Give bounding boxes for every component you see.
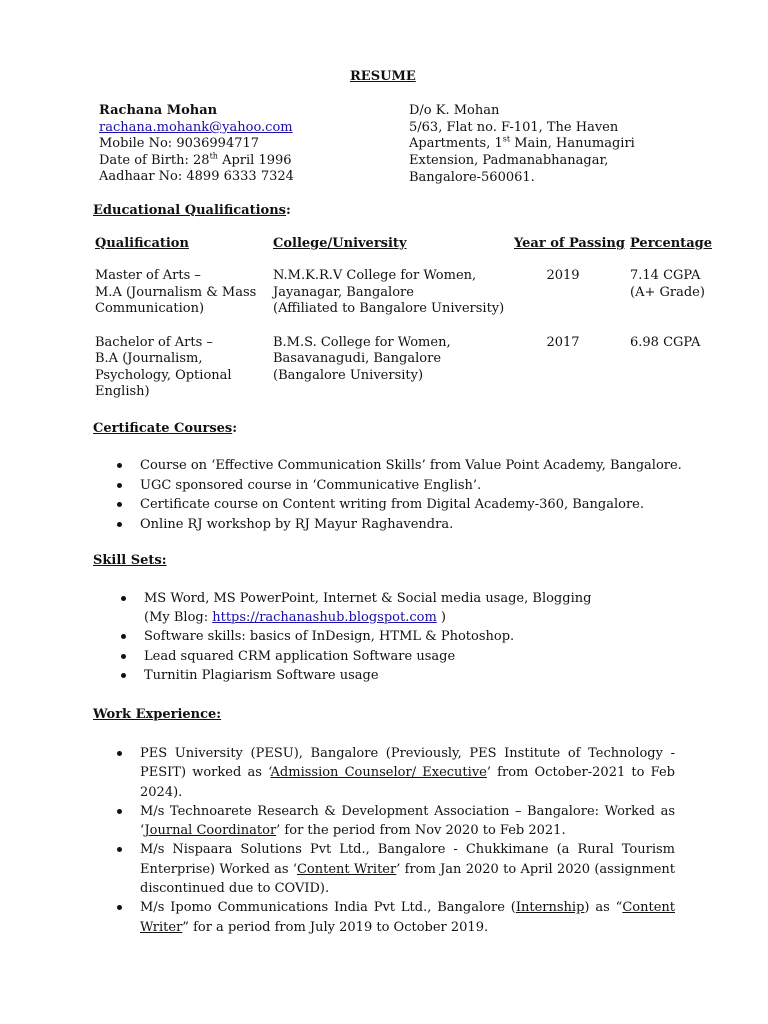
address-line: Bangalore-560061. [409, 170, 535, 185]
candidate-name: Rachana Mohan [99, 103, 218, 118]
college-cell: Jayanagar, Bangalore [273, 285, 414, 300]
list-item: Lead squared CRM application Software usage [99, 647, 591, 667]
qualification-cell: Psychology, Optional [95, 368, 232, 383]
skills-heading: Skill Sets: [93, 553, 167, 568]
bullet-icon [117, 502, 122, 507]
year-cell: 2019 [546, 268, 580, 283]
education-heading: Educational Qualifications: [93, 203, 291, 218]
qualification-cell: Master of Arts – [95, 268, 201, 283]
percentage-cell: 7.14 CGPA [630, 268, 701, 283]
bullet-icon [117, 809, 122, 814]
bullet-icon [121, 634, 126, 639]
bullet-icon [117, 847, 122, 852]
address-line: Apartments, 1st Main, Hanumagiri [409, 134, 635, 151]
list-item: M/s Ipomo Communications India Pvt Ltd., Bangalore (Internship) as “Content Writer” for a period from July 2019 to October 2019. [95, 898, 675, 937]
qualification-cell: Communication) [95, 301, 205, 316]
bullet-icon [117, 751, 122, 756]
page-title: RESUME [350, 69, 416, 84]
percentage-cell: 6.98 CGPA [630, 335, 701, 350]
address-line: D/o K. Mohan [409, 103, 500, 118]
column-header-percentage: Percentage [630, 236, 712, 251]
email-link[interactable]: rachana.mohank@yahoo.com [99, 120, 293, 135]
college-cell: N.M.K.R.V College for Women, [273, 268, 477, 283]
bullet-icon [117, 463, 122, 468]
list-item: Turnitin Plagiarism Software usage [99, 666, 591, 686]
college-cell: (Bangalore University) [273, 368, 424, 383]
list-item: (My Blog: https://rachanashub.blogspot.com ) [144, 609, 447, 625]
list-item: Online RJ workshop by RJ Mayur Raghavendra. [95, 515, 682, 535]
qualification-cell: Bachelor of Arts – [95, 335, 213, 350]
list-item: MS Word, MS PowerPoint, Internet & Social media usage, Blogging [99, 589, 591, 609]
qualification-cell: M.A (Journalism & Mass [95, 285, 257, 300]
qualification-cell: B.A (Journalism, [95, 351, 203, 366]
blog-link[interactable]: https://rachanashub.blogspot.com [212, 609, 437, 625]
college-cell: B.M.S. College for Women, [273, 335, 451, 350]
college-cell: (Affiliated to Bangalore University) [273, 301, 505, 316]
bullet-icon [117, 522, 122, 527]
column-header-college: College/University [273, 236, 407, 251]
work-list [95, 744, 675, 937]
list-item: PES University (PESU), Bangalore (Previously, PES Institute of Technology - PESIT) worked as ‘Admission Counselor/ Executive’ from October-2021 to Feb 2024). [95, 744, 675, 802]
column-header-year: Year of Passing [514, 236, 625, 251]
bullet-icon [121, 596, 126, 601]
address-line: 5/63, Flat no. F-101, The Haven [409, 120, 619, 135]
work-heading: Work Experience: [93, 707, 222, 722]
college-cell: Basavanagudi, Bangalore [273, 351, 442, 366]
skills-list [99, 589, 591, 686]
mobile-number: Mobile No: 9036994717 [99, 136, 260, 151]
date-of-birth: Date of Birth: 28th April 1996 [99, 151, 292, 168]
list-item: M/s Technoarete Research & Development Association – Bangalore: Worked as ‘Journal Coordinator’ for the period from Nov 2020 to Feb 2021. [95, 802, 675, 841]
aadhaar-number: Aadhaar No: 4899 6333 7324 [99, 169, 294, 184]
bullet-icon [121, 654, 126, 659]
qualification-cell: English) [95, 384, 150, 399]
bullet-icon [117, 905, 122, 910]
list-item: M/s Nispaara Solutions Pvt Ltd., Bangalore - Chukkimane (a Rural Tourism Enterprise) Worked as ‘Content Writer’ from Jan 2020 to April 2020 (assignment discontinued due to COVID). [95, 840, 675, 898]
bullet-icon [117, 483, 122, 488]
bullet-icon [121, 673, 126, 678]
list-item: Certificate course on Content writing from Digital Academy-360, Bangalore. [95, 495, 682, 515]
list-item: UGC sponsored course in ‘Communicative English’. [95, 476, 682, 496]
percentage-cell: (A+ Grade) [630, 285, 705, 300]
certificates-list [95, 456, 682, 534]
certificates-heading: Certificate Courses: [93, 421, 238, 436]
year-cell: 2017 [546, 335, 580, 350]
list-item: Course on ‘Effective Communication Skills’ from Value Point Academy, Bangalore. [95, 456, 682, 476]
column-header-qualification: Qualification [95, 236, 189, 251]
list-item: Software skills: basics of InDesign, HTML & Photoshop. [99, 627, 591, 647]
address-line: Extension, Padmanabhanagar, [409, 153, 609, 168]
